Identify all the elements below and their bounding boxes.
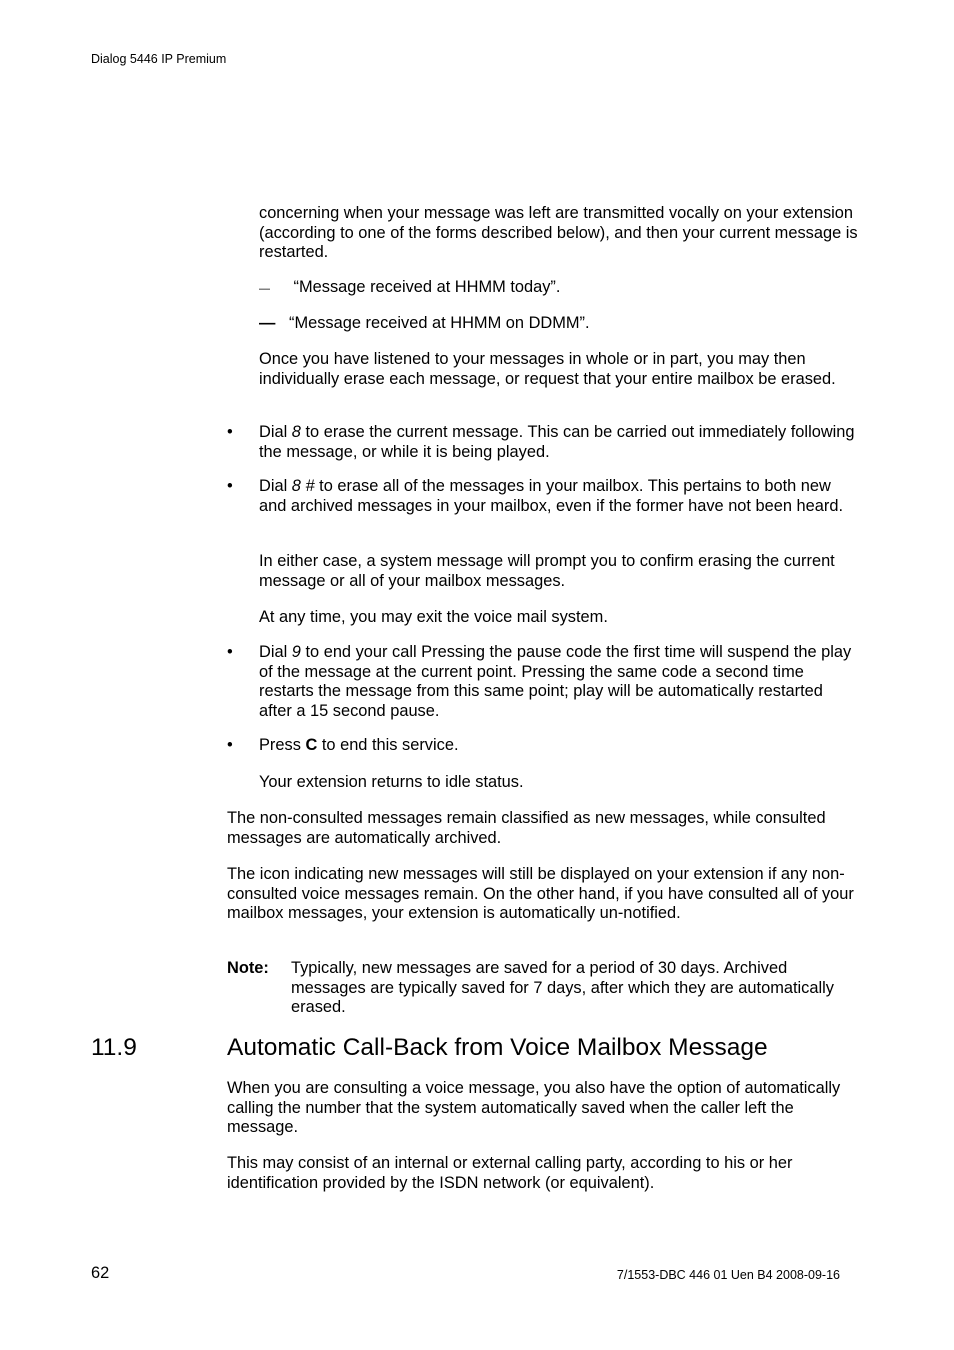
bullet-marker: • [227, 423, 233, 441]
section-number: 11.9 [91, 1034, 137, 1061]
dash-item-text: “Message received at HHMM today”. [289, 278, 561, 296]
paragraph-erase-intro: Once you have listened to your messages in whole or in part, you may then individually erase each message, or request that your entire mailbox be erased. [259, 350, 836, 388]
dash-marker: — [259, 283, 270, 295]
bullet-marker: • [227, 477, 233, 495]
paragraph-idle-status: Your extension returns to idle status. [259, 773, 524, 791]
paragraph-exit: At any time, you may exit the voice mail system. [259, 608, 608, 626]
paragraph-icon-notification: The icon indicating new messages will still be displayed on your extension if any non-consulted voice messages remain. On the other hand, if you have consulted all of your mailbox messages, your extension is automatically un-notified. [227, 865, 854, 923]
paragraph-message-time-info: concerning when your message was left are transmitted vocally on your extension (according to one of the forms described below), and then your current message is restarted. [259, 204, 858, 262]
bullet-erase-all [259, 477, 859, 516]
dial-key: 9 [291, 643, 301, 661]
bullet-end-service [259, 736, 859, 756]
paragraph-archived: The non-consulted messages remain classified as new messages, while consulted messages are automatically archived. [227, 809, 826, 847]
dash-marker: — [259, 314, 276, 332]
note-text: Typically, new messages are saved for a period of 30 days. Archived messages are typically saved for 7 days, after which they are automatically erased. [291, 959, 834, 1017]
bullet-post: to end this service. [317, 736, 459, 754]
bullet-post: to erase the current message. This can be carried out immediately following the message, or while it is being played. [259, 423, 855, 461]
bullet-post: to end your call Pressing the pause code the first time will suspend the play of the message at the current point. Pressing the same code a second time restarts the message from this same point; play will be automatically restarted after a 15 second pause. [259, 643, 852, 720]
dial-key: 8 # [291, 477, 315, 495]
running-header: Dialog 5446 IP Premium [91, 52, 227, 66]
bullet-pre: Press [259, 736, 306, 754]
section-title: Automatic Call-Back from Voice Mailbox Message [227, 1034, 768, 1061]
bullet-pause [259, 643, 859, 721]
note-label: Note: [227, 959, 269, 977]
dash-item-date [259, 313, 590, 333]
bullet-erase-current [259, 423, 859, 462]
bullet-pre: Dial [259, 643, 292, 661]
bullet-post: to erase all of the messages in your mailbox. This pertains to both new and archived messages in your mailbox, even if the former have not been heard. [259, 477, 844, 515]
bullet-marker: • [227, 643, 233, 661]
bullet-pre: Dial [259, 477, 292, 495]
key-c: C [305, 736, 318, 754]
bullet-pre: Dial [259, 423, 292, 441]
paragraph-isdn: This may consist of an internal or external calling party, according to his or her identification provided by the ISDN network (or equivalent). [227, 1154, 793, 1192]
document-id: 7/1553-DBC 446 01 Uen B4 2008-09-16 [616, 1268, 840, 1282]
paragraph-confirm-erase: In either case, a system message will prompt you to confirm erasing the current message or all of your mailbox messages. [259, 552, 835, 590]
dash-item-text: “Message received at HHMM on DDMM”. [289, 314, 590, 332]
dash-item-today [259, 277, 560, 299]
page-number: 62 [91, 1264, 110, 1282]
paragraph-callback-option: When you are consulting a voice message, you also have the option of automatically calling the number that the system automatically saved when the caller left the message. [227, 1079, 841, 1137]
bullet-marker: • [227, 736, 233, 754]
dial-key: 8 [291, 423, 301, 441]
